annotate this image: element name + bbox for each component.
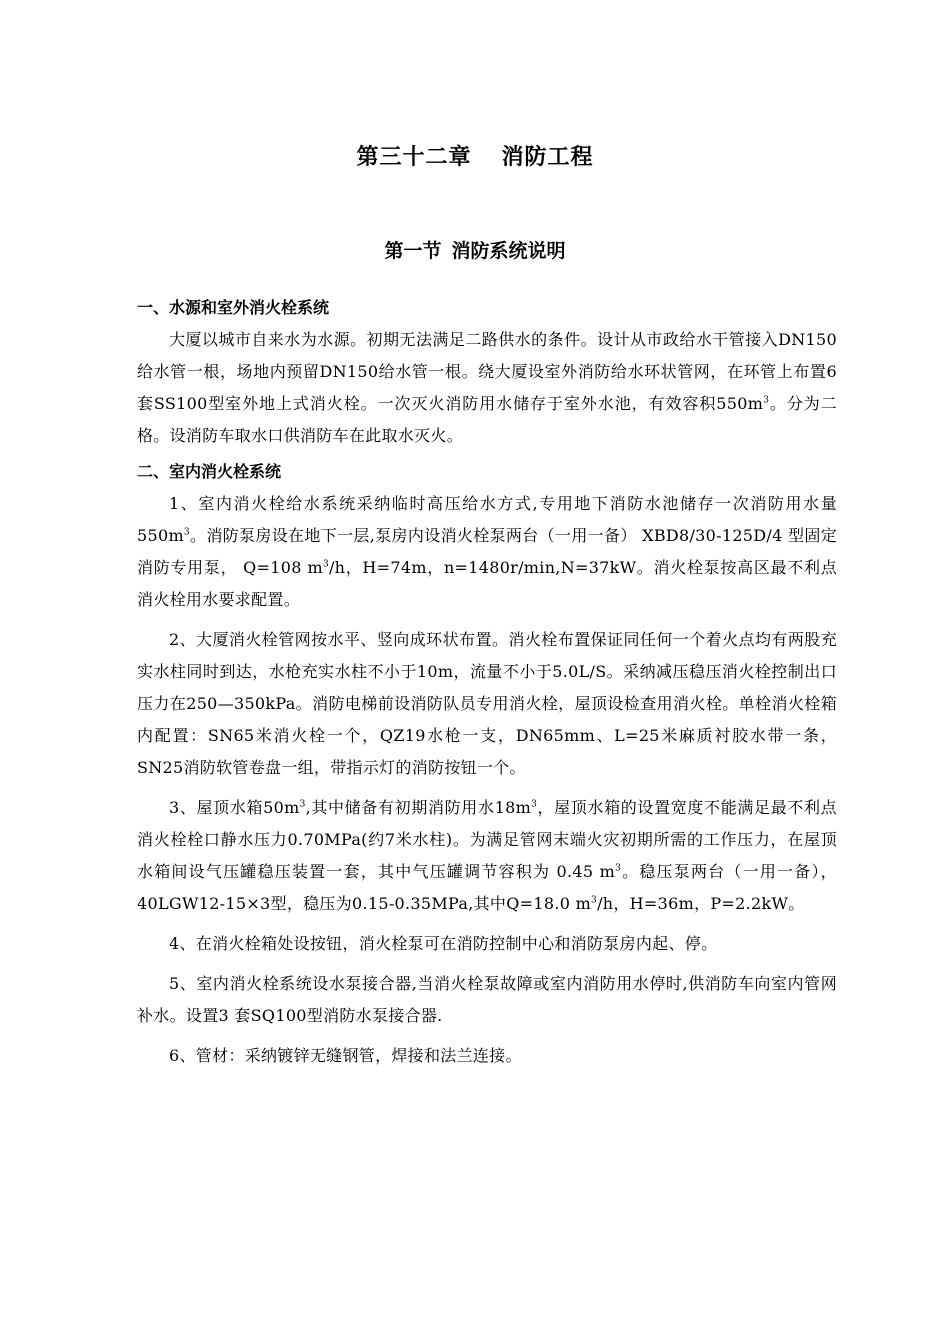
paragraph-item-2: 2、大厦消火栓管网按水平、竖向成环状布置。消火栓布置保证同任何一个着火点均有两股充实水柱同时到达，水枪充实水柱不小于10m，流量不小于5.0L/S。采纳减压稳压消火栓控制出口压力在250—350kPa。消防电梯前设消防队员专用消火栓，屋顶设检查用消火栓。单栓消火栓箱内配置：SN65米消火栓一个，QZ19水枪一支，DN65mm、L=25米麻质衬胶水带一条，SN25消防软管卷盘一组，带指示灯的消防按钮一个。: [137, 630, 837, 777]
paragraph-item-1: 1、室内消火栓给水系统采纳临时高压给水方式,专用地下消防水池储存一次消防用水量$550m^3$。消防泵房设在地下一层,泵房内设消火栓泵两台（一用一备） XBD8/30-125D/4 型固定消防专用泵， Q=108 $m^3/h$，H=74m，n=1480r/min,N=37kW。消火栓泵按高区最不利点消火栓用水要求配置。: [137, 494, 838, 609]
heading-water-source: 一、水源和室外消火栓系统: [137, 298, 330, 317]
chapter-title: [0, 140, 950, 171]
heading-indoor-hydrant: 二、室内消火栓系统: [137, 462, 282, 481]
section-title: [0, 236, 950, 263]
paragraph-item-5: 5、室内消火栓系统设水泵接合器,当消火栓泵故障或室内消防用水停时,供消防车向室内管网补水。设置3 套SQ100型消防水泵接合器.: [137, 974, 837, 1025]
section-number: 第一节: [384, 240, 442, 262]
chapter-name: 消防工程: [501, 145, 594, 170]
paragraph-item-6: 6、管材：采纳镀锌无缝钢管，焊接和法兰连接。: [169, 1046, 522, 1065]
chapter-number: 第三十二章: [356, 145, 472, 170]
paragraph-item-3: 3、屋顶水箱$50m^3$,其中储备有初期消防用水$18m^3$，屋顶水箱的设置宽度不能满足最不利点消火栓栓口静水压力0.70MPa(约7米水柱)。为满足管网末端火灾初期所需的工作压力，在屋顶水箱间设气压罐稳压装置一套，其中气压罐调节容积为 0.45 $m^3$。稳压泵两台（一用一备），40LGW12-15×3型，稳压为0.15-0.35MPa,其中Q=18.0 $m^3/h$，H=36m，P=2.2kW。: [137, 798, 837, 913]
section-name: 消防系统说明: [451, 240, 566, 262]
document-body: [137, 292, 837, 1072]
paragraph-item-4: 4、在消火栓箱处设按钮，消火栓泵可在消防控制中心和消防泵房内起、停。: [169, 934, 718, 953]
paragraph-water-source: 大厦以城市自来水为水源。初期无法满足二路供水的条件。设计从市政给水干管接入DN150给水管一根，场地内预留DN150给水管一根。绕大厦设室外消防给水环状管网，在环管上布置6套SS100型室外地上式消火栓。一次灭火消防用水储存于室外水池，有效容积$550m^3$。分为二格。设消防车取水口供消防车在此取水灭火。: [137, 330, 837, 445]
